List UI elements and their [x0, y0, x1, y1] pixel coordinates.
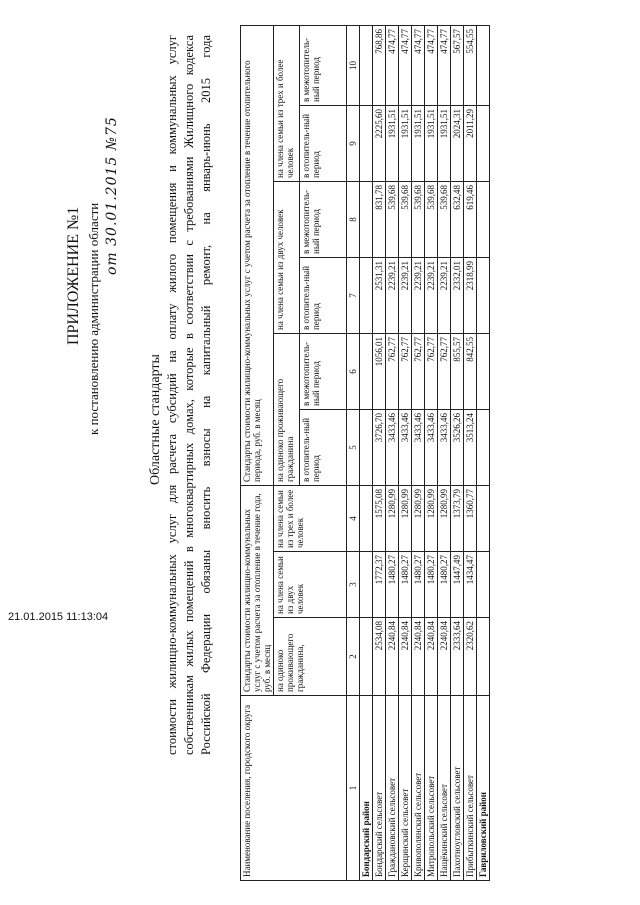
value-cell: 2332,01 — [451, 257, 464, 333]
empty-cell — [477, 485, 490, 551]
value-cell: 1056,01 — [373, 333, 386, 409]
appendix-subtitle: к постановлению администрации области — [86, 202, 101, 435]
value-cell: 2333,64 — [451, 618, 464, 696]
settlement-name: Прибыткинский сельсовет — [464, 696, 477, 881]
value-cell: 539,68 — [425, 181, 438, 257]
settlement-name: Кривополянский сельсовет — [412, 696, 425, 881]
settlement-name: Граждановский сельсовет — [386, 696, 399, 881]
period-heating: в отопитель-ный период — [300, 105, 347, 181]
value-cell: 842,55 — [464, 333, 477, 409]
value-cell: 1480,27 — [386, 552, 399, 618]
g1-sub-two: на члена семьи из двух человек — [274, 552, 347, 618]
settlement-name: Пахотноугловский сельсовет — [451, 696, 464, 881]
value-cell: 2239,21 — [412, 257, 425, 333]
value-cell: 3726,70 — [373, 409, 386, 485]
value-cell: 2534,08 — [373, 618, 386, 696]
period-between: в межотопитель-ный период — [300, 25, 347, 105]
document-title: Областные стандарты — [148, 354, 163, 485]
empty-cell — [477, 333, 490, 409]
empty-cell — [360, 485, 373, 551]
value-cell: 1447,49 — [451, 552, 464, 618]
value-cell: 1772,37 — [373, 552, 386, 618]
value-cell: 1280,99 — [438, 485, 451, 551]
value-cell: 762,77 — [386, 333, 399, 409]
empty-cell — [477, 409, 490, 485]
value-cell: 2239,21 — [438, 257, 451, 333]
value-cell: 3526,26 — [451, 409, 464, 485]
value-cell: 474,77 — [438, 25, 451, 105]
table-row — [438, 25, 451, 880]
settlement-name: Бондарский сельсовет — [373, 696, 386, 881]
value-cell: 2318,99 — [464, 257, 477, 333]
value-cell: 1480,27 — [438, 552, 451, 618]
value-cell: 3433,46 — [438, 409, 451, 485]
g1-sub-single: на одиноко проживающего гражданина, — [274, 618, 347, 696]
table-row — [373, 25, 386, 880]
group-name: Гавриловский район — [477, 696, 490, 881]
value-cell: 2240,84 — [425, 618, 438, 696]
description-line: стоимости жилищно-коммунальных услуг для расчета субсидий на оплату жилого помещения и коммунальных услуг — [165, 35, 179, 755]
settlement-name: Нащёкинский сельсовет — [438, 696, 451, 881]
appendix-title: ПРИЛОЖЕНИЕ №1 — [65, 206, 82, 345]
value-cell: 474,77 — [425, 25, 438, 105]
timestamp: 21.01.2015 11:13:04 — [8, 611, 109, 623]
value-cell: 1931,51 — [386, 105, 399, 181]
value-cell: 3433,46 — [386, 409, 399, 485]
g1-sub-three: на члена семьи из трех и более человек — [274, 485, 347, 551]
empty-cell — [360, 257, 373, 333]
empty-cell — [360, 105, 373, 181]
value-cell: 474,77 — [412, 25, 425, 105]
value-cell: 1280,99 — [412, 485, 425, 551]
value-cell: 3433,46 — [412, 409, 425, 485]
value-cell: 1931,51 — [438, 105, 451, 181]
value-cell: 2011,29 — [464, 105, 477, 181]
group2-header: Стандарты стоимости жилищно-коммунальных услуг с учетом расчета за отопление в течение отопительного периода, руб. в месяц — [241, 25, 274, 485]
table-row — [412, 25, 425, 880]
table-row — [425, 25, 438, 880]
period-heating: в отопитель-ный период — [300, 409, 347, 485]
value-cell: 1931,51 — [425, 105, 438, 181]
table-row — [386, 25, 399, 880]
value-cell: 831,78 — [373, 181, 386, 257]
value-cell: 474,77 — [399, 25, 412, 105]
value-cell: 2240,84 — [386, 618, 399, 696]
col-name-header: Наименование поселения, городского округа — [241, 696, 347, 881]
column-number: 6 — [347, 333, 360, 409]
empty-cell — [477, 552, 490, 618]
column-number: 2 — [347, 618, 360, 696]
value-cell: 762,77 — [438, 333, 451, 409]
description-line: собственникам жилых помещений в многоквартирных домах, которые в соответствии с требованиями Жилищного кодекса — [182, 35, 196, 755]
table-body — [360, 25, 490, 880]
group-name: Бондарский район — [360, 696, 373, 881]
column-number: 7 — [347, 257, 360, 333]
column-number: 8 — [347, 181, 360, 257]
empty-cell — [360, 333, 373, 409]
handwritten-reference: от 30.01.2015 №75 — [104, 116, 120, 275]
period-between: в межотопитель-ный период — [300, 333, 347, 409]
value-cell: 762,77 — [425, 333, 438, 409]
value-cell: 1360,77 — [464, 485, 477, 551]
empty-cell — [360, 25, 373, 105]
value-cell: 474,77 — [386, 25, 399, 105]
column-number: 4 — [347, 485, 360, 551]
value-cell: 3433,46 — [425, 409, 438, 485]
empty-cell — [477, 257, 490, 333]
column-number: 1 — [347, 696, 360, 881]
g2-sub-single: на одиноко проживающего гражданина — [274, 333, 300, 485]
group-row — [360, 25, 373, 880]
period-heating: в отопитель-ный период — [300, 257, 347, 333]
value-cell: 539,68 — [399, 181, 412, 257]
value-cell: 619,46 — [464, 181, 477, 257]
empty-cell — [477, 25, 490, 105]
value-cell: 2024,31 — [451, 105, 464, 181]
value-cell: 2240,84 — [399, 618, 412, 696]
empty-cell — [360, 552, 373, 618]
value-cell: 2531,31 — [373, 257, 386, 333]
value-cell: 539,68 — [412, 181, 425, 257]
value-cell: 1931,51 — [399, 105, 412, 181]
empty-cell — [360, 409, 373, 485]
value-cell: 1931,51 — [412, 105, 425, 181]
value-cell: 3433,46 — [399, 409, 412, 485]
value-cell: 2240,84 — [412, 618, 425, 696]
value-cell: 1575,08 — [373, 485, 386, 551]
table-row — [464, 25, 477, 880]
value-cell: 768,86 — [373, 25, 386, 105]
description-line: Российской Федерации обязаны вносить взносы на капитальный ремонт, на январь-июнь 2015 года — [199, 35, 213, 755]
value-cell: 2239,21 — [425, 257, 438, 333]
value-cell: 3513,24 — [464, 409, 477, 485]
value-cell: 1480,27 — [399, 552, 412, 618]
value-cell: 632,48 — [451, 181, 464, 257]
value-cell: 762,77 — [399, 333, 412, 409]
period-between: в межотопитель-ный период — [300, 181, 347, 257]
settlement-name: Митропольский сельсовет — [425, 696, 438, 881]
settlement-name: Керщинский сельсовет — [399, 696, 412, 881]
value-cell: 2320,62 — [464, 618, 477, 696]
column-number: 9 — [347, 105, 360, 181]
empty-cell — [360, 181, 373, 257]
empty-cell — [477, 181, 490, 257]
column-number: 10 — [347, 25, 360, 105]
value-cell: 1480,27 — [412, 552, 425, 618]
standards-table — [240, 25, 490, 881]
table-row — [399, 25, 412, 880]
group-row — [477, 25, 490, 880]
value-cell: 2239,21 — [399, 257, 412, 333]
column-number: 5 — [347, 409, 360, 485]
value-cell: 2239,21 — [386, 257, 399, 333]
value-cell: 539,68 — [386, 181, 399, 257]
column-number-row — [347, 25, 360, 880]
header-row — [241, 25, 274, 880]
value-cell: 855,57 — [451, 333, 464, 409]
empty-cell — [477, 618, 490, 696]
value-cell: 2240,84 — [438, 618, 451, 696]
value-cell: 539,68 — [438, 181, 451, 257]
value-cell: 2225,60 — [373, 105, 386, 181]
value-cell: 1280,99 — [386, 485, 399, 551]
value-cell: 554,55 — [464, 25, 477, 105]
g2-sub-three: на члена семьи из трех и более человек — [274, 25, 300, 181]
column-number: 3 — [347, 552, 360, 618]
table-row — [451, 25, 464, 880]
value-cell: 1434,47 — [464, 552, 477, 618]
empty-cell — [360, 618, 373, 696]
empty-cell — [477, 105, 490, 181]
g2-sub-two: на члена семьи из двух человек — [274, 181, 300, 333]
value-cell: 1280,99 — [399, 485, 412, 551]
value-cell: 1480,27 — [425, 552, 438, 618]
value-cell: 1373,79 — [451, 485, 464, 551]
group1-header: Стандарты стоимости жилищно-коммунальных услуг с учетом расчета за отопление в течение года, руб. в месяц — [241, 485, 274, 695]
value-cell: 567,57 — [451, 25, 464, 105]
value-cell: 762,77 — [412, 333, 425, 409]
value-cell: 1280,99 — [425, 485, 438, 551]
